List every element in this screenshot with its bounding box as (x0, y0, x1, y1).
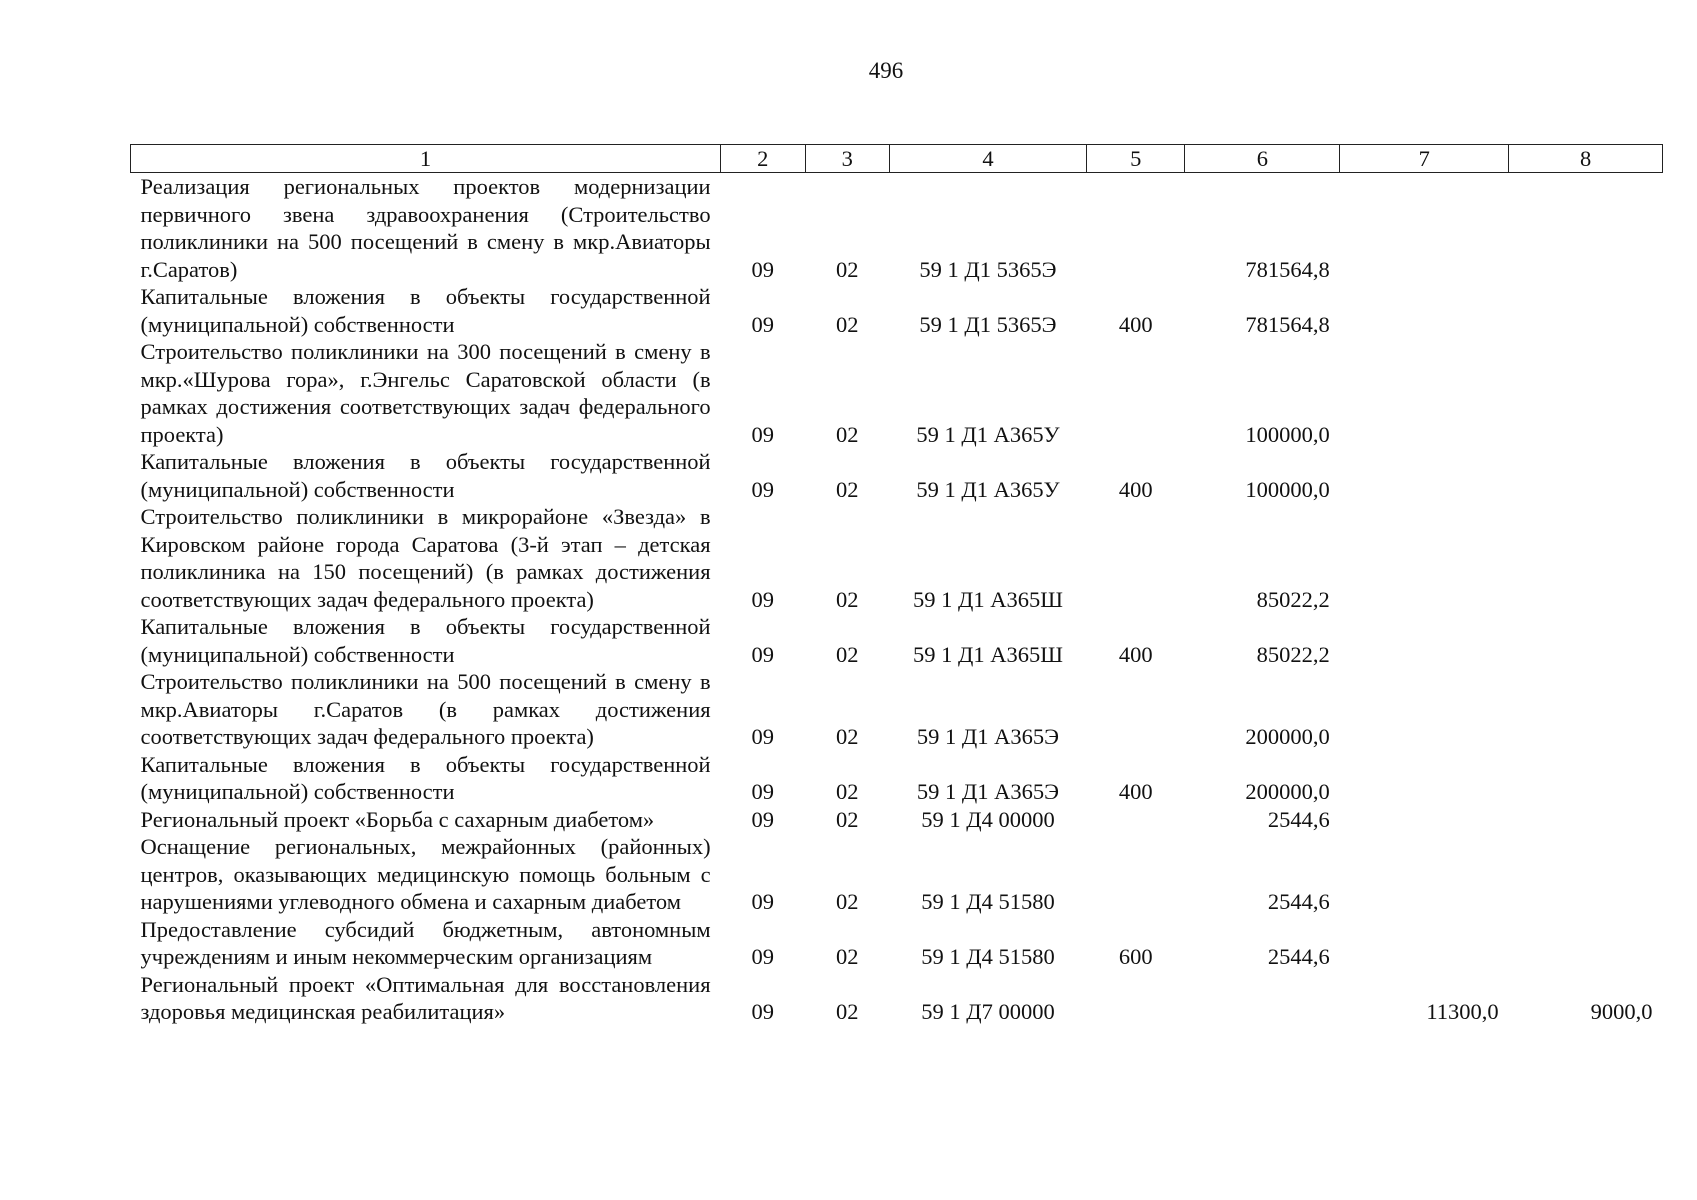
table-row (131, 806, 1663, 834)
target-article: 59 1 Д1 А365Э (916, 724, 1059, 749)
section: 09 (751, 311, 775, 337)
amount-col-6: 781564,8 (1245, 256, 1330, 282)
amount-col-8 (1509, 613, 1663, 668)
table-row (131, 971, 1663, 1026)
amount-col-7 (1340, 448, 1509, 503)
header-col-6: 6 (1185, 145, 1340, 173)
item-name: Капитальные вложения в объекты государственной (муниципальной) собственности (140, 614, 711, 667)
table-row (131, 338, 1663, 448)
header-col-8: 8 (1509, 145, 1663, 173)
amount-col-6: 781564,8 (1245, 311, 1330, 337)
amount-col-6: 2544,6 (1267, 889, 1330, 914)
target-article: 59 1 Д4 51580 (921, 944, 1055, 969)
expense-type (1086, 173, 1185, 284)
subsection: 02 (835, 256, 859, 282)
item-name: Капитальные вложения в объекты государственной (муниципальной) собственности (140, 751, 711, 804)
section: 09 (751, 779, 775, 804)
header-row (131, 145, 1663, 173)
amount-col-6: 85022,2 (1256, 586, 1330, 612)
table-row (131, 503, 1663, 613)
amount-col-7 (1340, 283, 1509, 338)
amount-col-8 (1509, 338, 1663, 448)
subsection: 02 (835, 641, 859, 667)
subsection: 02 (835, 889, 859, 914)
item-name: Реализация региональных проектов модернизации первичного звена здравоохранения (Строительство поликлиники на 500 посещений в смену в мкр.Авиаторы г.Саратов) (140, 174, 711, 282)
expense-type: 400 (1118, 641, 1153, 667)
page-number: 496 (868, 58, 904, 83)
target-article: 59 1 Д1 А365У (916, 476, 1060, 502)
target-article: 59 1 Д1 А365Ш (913, 641, 1063, 667)
item-name: Предоставление субсидий бюджетным, автономным учреждениям и иным некоммерческим организациям (140, 916, 711, 969)
expense-type: 400 (1118, 311, 1153, 337)
amount-col-6: 2544,6 (1267, 944, 1330, 969)
table-row (131, 173, 1663, 284)
item-name: Оснащение региональных, межрайонных (районных) центров, оказывающих медицинскую помощь больным с нарушениями углеводного обмена и сахарным диабетом (140, 834, 711, 914)
section: 09 (751, 999, 775, 1024)
amount-col-7 (1340, 751, 1509, 806)
section: 09 (751, 889, 775, 914)
expense-type (1086, 833, 1185, 916)
expense-type (1086, 338, 1185, 448)
amount-col-8 (1509, 668, 1663, 751)
amount-col-8 (1509, 916, 1663, 971)
subsection: 02 (835, 944, 859, 969)
table-row (131, 833, 1663, 916)
header-col-7: 7 (1340, 145, 1509, 173)
header-col-5: 5 (1086, 145, 1185, 173)
item-name: Капитальные вложения в объекты государственной (муниципальной) собственности (140, 284, 711, 337)
section: 09 (751, 256, 775, 282)
header-col-1: 1 (131, 145, 721, 173)
amount-col-6: 100000,0 (1245, 476, 1330, 502)
target-article: 59 1 Д1 5365Э (919, 311, 1057, 337)
amount-col-6: 100000,0 (1245, 421, 1330, 447)
amount-col-7 (1340, 833, 1509, 916)
header-col-4: 4 (889, 145, 1086, 173)
amount-col-6: 2544,6 (1267, 806, 1330, 832)
target-article: 59 1 Д7 00000 (921, 999, 1055, 1024)
target-article: 59 1 Д1 5365Э (919, 256, 1057, 282)
amount-col-7 (1340, 613, 1509, 668)
amount-col-8 (1509, 833, 1663, 916)
amount-col-6: 200000,0 (1245, 724, 1330, 749)
subsection: 02 (835, 779, 859, 804)
section: 09 (751, 724, 775, 749)
target-article: 59 1 Д1 А365У (916, 421, 1060, 447)
expense-type: 400 (1118, 476, 1153, 502)
expense-type: 600 (1118, 944, 1153, 969)
amount-col-8 (1509, 806, 1663, 834)
item-name: Региональный проект «Оптимальная для восстановления здоровья медицинская реабилитация» (140, 971, 711, 1024)
table-row (131, 448, 1663, 503)
expense-type (1086, 806, 1185, 834)
item-name: Строительство поликлиники на 300 посещений в смену в мкр.«Шурова гора», г.Энгельс Саратовской области (в рамках достижения соответствующих задач федерального проекта) (140, 339, 711, 447)
amount-col-8 (1509, 283, 1663, 338)
table-row (131, 751, 1663, 806)
item-name: Капитальные вложения в объекты государственной (муниципальной) собственности (140, 449, 711, 502)
amount-col-8 (1509, 751, 1663, 806)
subsection: 02 (835, 421, 859, 447)
subsection: 02 (835, 806, 859, 832)
amount-col-7 (1340, 916, 1509, 971)
budget-table (130, 144, 1663, 1026)
target-article: 59 1 Д4 51580 (921, 889, 1055, 914)
amount-col-7 (1340, 338, 1509, 448)
item-name: Строительство поликлиники в микрорайоне «Звезда» в Кировском районе города Саратова (3-й этап – детская поликлиника на 150 посещений) (в рамках достижения соответствующих задач федерального проекта) (140, 504, 711, 612)
subsection: 02 (835, 999, 859, 1024)
subsection: 02 (835, 586, 859, 612)
amount-col-8 (1509, 173, 1663, 284)
section: 09 (751, 641, 775, 667)
amount-col-6 (1185, 971, 1340, 1026)
amount-col-7 (1340, 806, 1509, 834)
amount-col-7 (1340, 173, 1509, 284)
amount-col-8: 9000,0 (1590, 999, 1653, 1024)
target-article: 59 1 Д1 А365Э (916, 779, 1059, 804)
amount-col-6: 85022,2 (1256, 641, 1330, 667)
expense-type (1086, 668, 1185, 751)
expense-type (1086, 503, 1185, 613)
table-row (131, 613, 1663, 668)
subsection: 02 (835, 476, 859, 502)
table-row (131, 916, 1663, 971)
header-col-2: 2 (721, 145, 805, 173)
header-col-3: 3 (805, 145, 889, 173)
amount-col-7 (1340, 668, 1509, 751)
section: 09 (751, 586, 775, 612)
table-row (131, 668, 1663, 751)
amount-col-8 (1509, 448, 1663, 503)
subsection: 02 (835, 311, 859, 337)
target-article: 59 1 Д1 А365Ш (913, 586, 1063, 612)
item-name: Региональный проект «Борьба с сахарным диабетом» (140, 806, 655, 832)
table-row (131, 283, 1663, 338)
subsection: 02 (835, 724, 859, 749)
item-name: Строительство поликлиники на 500 посещений в смену в мкр.Авиаторы г.Саратов (в рамках достижения соответствующих задач федерального проекта) (140, 669, 711, 749)
amount-col-7: 11300,0 (1426, 999, 1499, 1024)
expense-type (1086, 971, 1185, 1026)
section: 09 (751, 806, 775, 832)
target-article: 59 1 Д4 00000 (921, 806, 1055, 832)
amount-col-6: 200000,0 (1245, 779, 1330, 804)
section: 09 (751, 421, 775, 447)
expense-type: 400 (1118, 779, 1153, 804)
section: 09 (751, 476, 775, 502)
section: 09 (751, 944, 775, 969)
amount-col-7 (1340, 503, 1509, 613)
amount-col-8 (1509, 503, 1663, 613)
